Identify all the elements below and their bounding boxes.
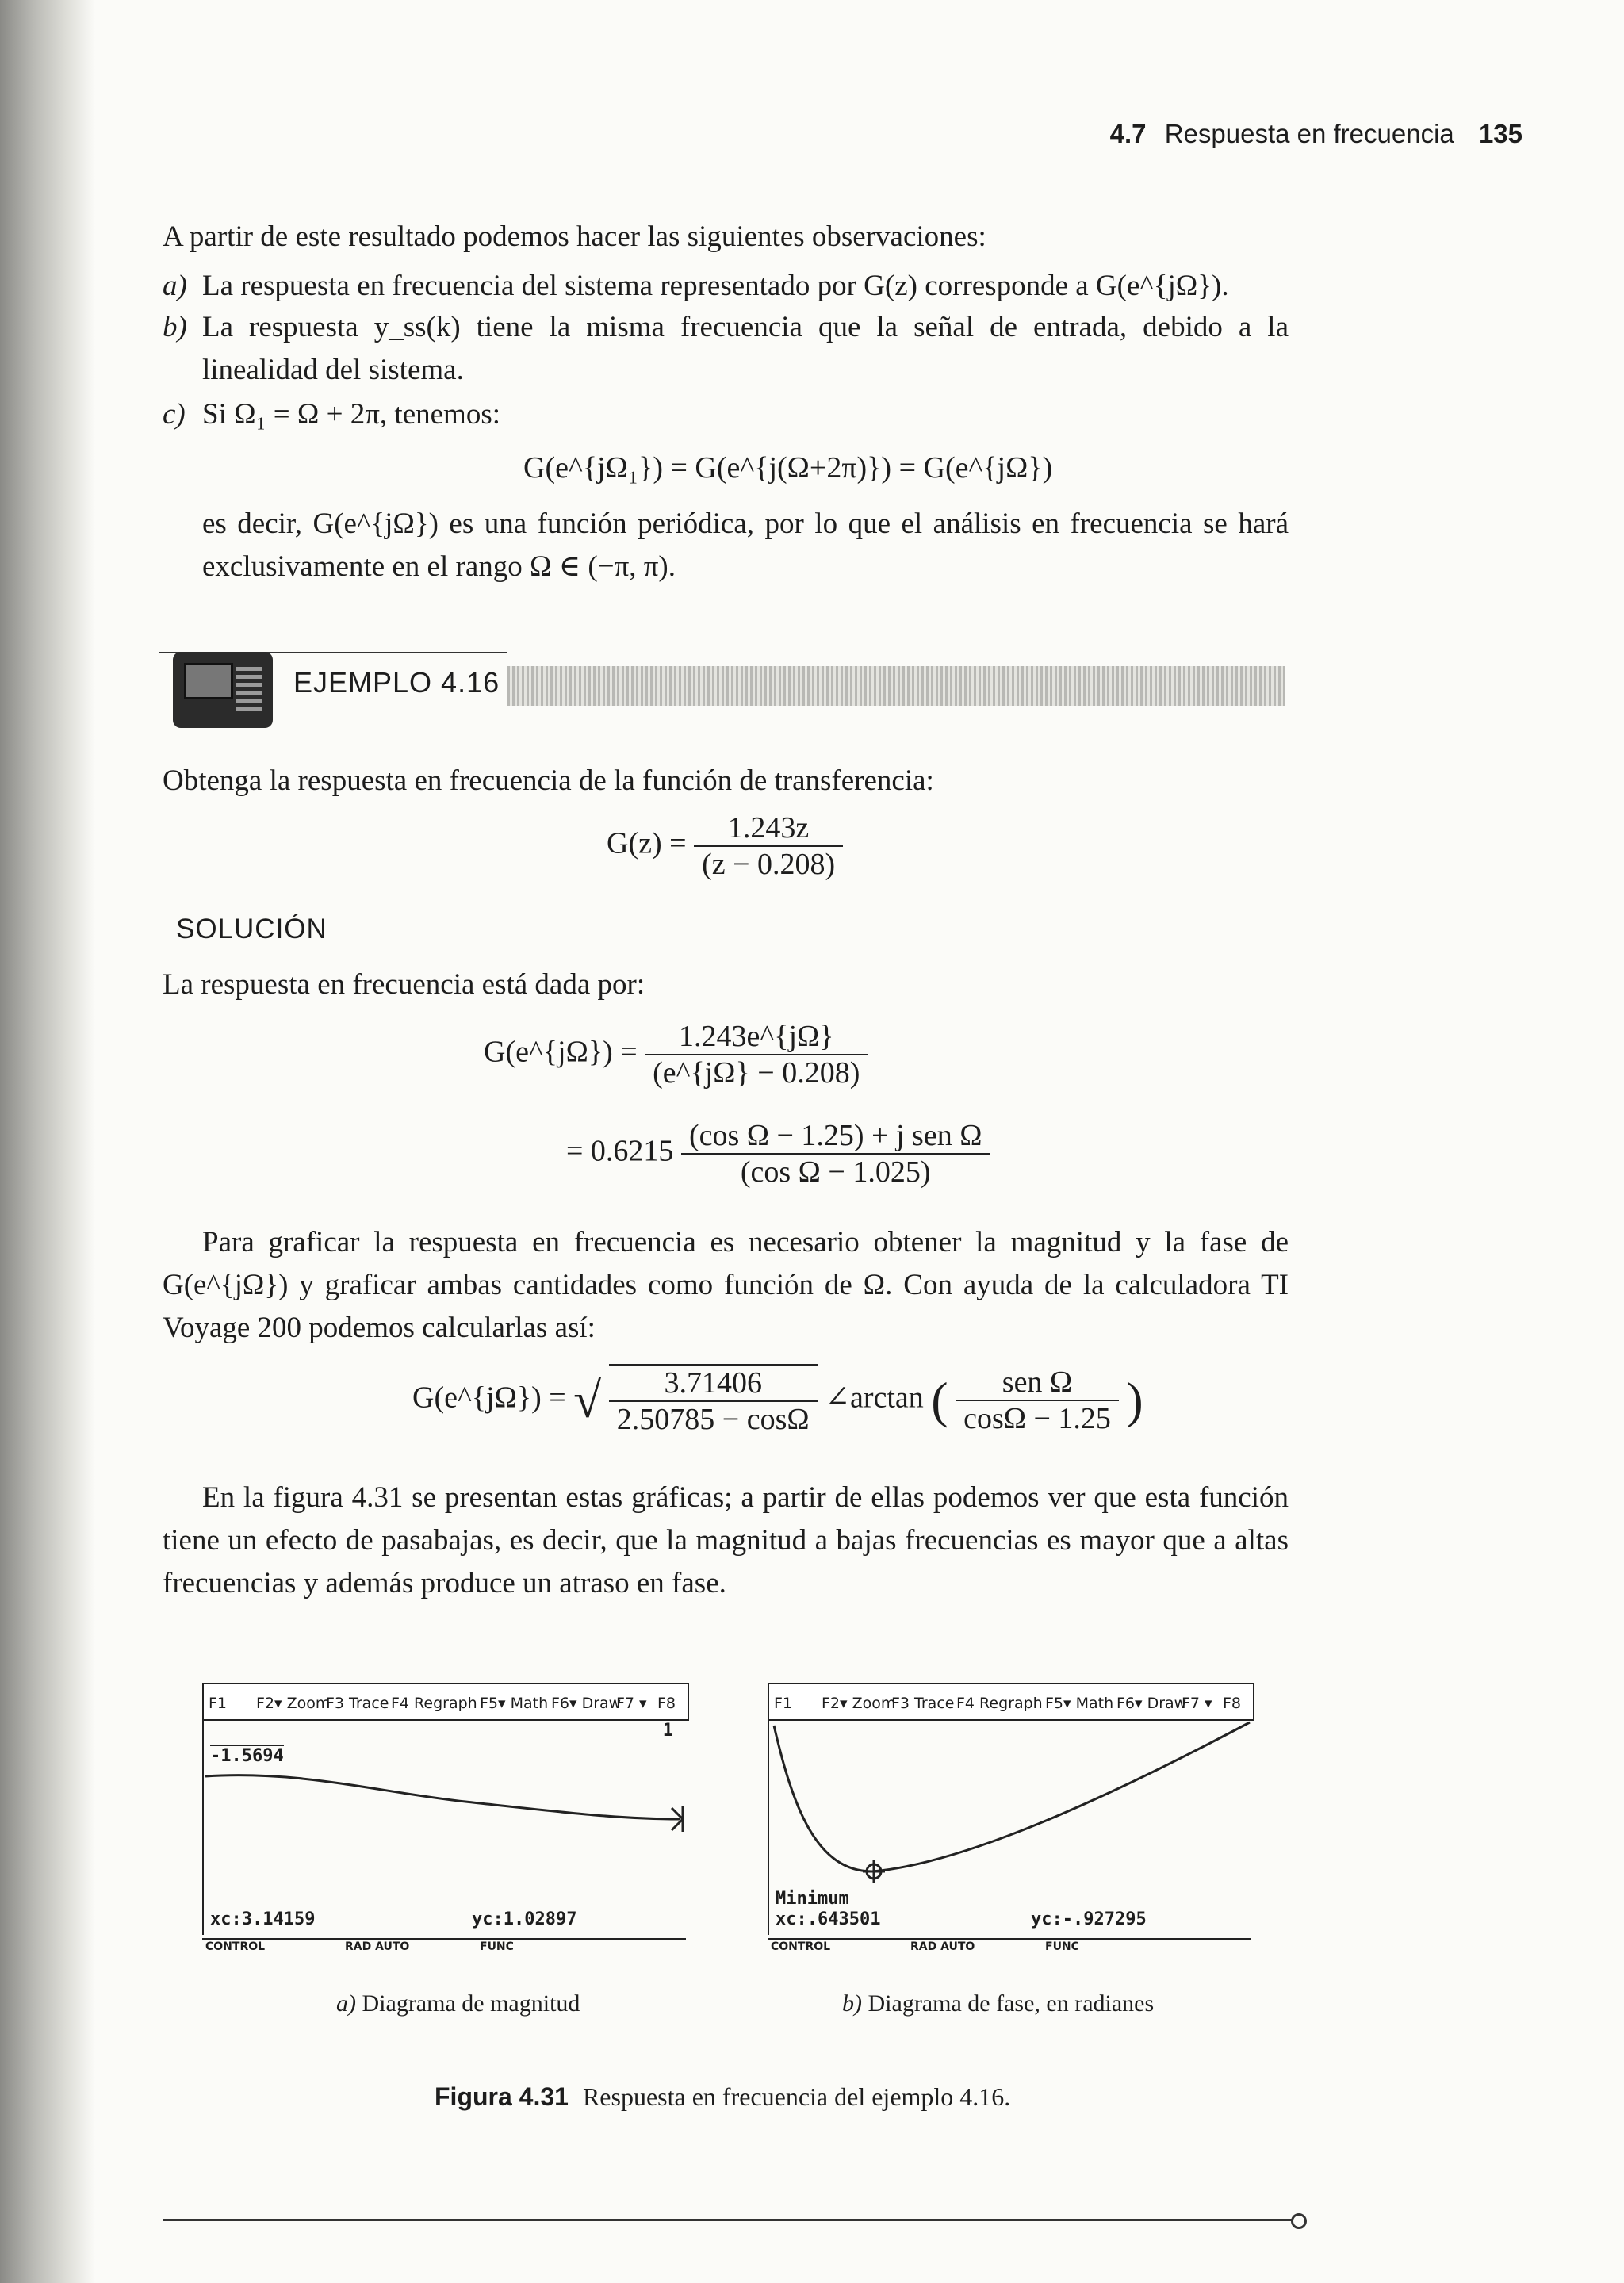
periodicity-equation: G(e^{jΩ₁}) = G(e^{j(Ω+2π)}) = G(e^{jΩ}) (523, 451, 1053, 485)
calculator-icon (173, 652, 273, 728)
arctan-denominator: cosΩ − 1.25 (963, 1402, 1111, 1435)
periodic-lhs: G(e^{jΩ₁}) (523, 451, 663, 485)
example-banner-hatch (508, 666, 1285, 706)
conclusion-paragraph: En la figura 4.31 se presentan estas gráficas; a partir de ellas podemos ver que esta función tiene un efecto de pasabajas, es decir, que la magnitud a bajas frecuencias es mayor que a altas frecuencias y además produce un atraso en fase. (163, 1481, 1289, 1599)
menu-zoom: F2▾ Zoom (822, 1695, 896, 1712)
observation-a-text: La respuesta en frecuencia del sistema representado por G(z) corresponde a G(e^{jΩ}). (202, 270, 1229, 302)
transfer-denominator: (z − 0.208) (702, 848, 836, 881)
calculator-screen-phase (768, 1683, 1251, 1960)
plot-b-message: Minimum (776, 1889, 849, 1909)
status-mode: CONTROL (205, 1940, 266, 1953)
menu-trace: F3 Trace (326, 1695, 389, 1712)
section-title: Respuesta en frecuencia (1164, 119, 1454, 148)
bottom-rule-end-circle (1291, 2213, 1307, 2229)
calculator-menu-bar (202, 1683, 689, 1721)
section-number: 4.7 (1109, 119, 1147, 148)
menu-draw: F6▾ Draw (1116, 1695, 1187, 1712)
menu-f1: F1 (209, 1695, 228, 1712)
status-angle: RAD AUTO (910, 1940, 975, 1953)
subcaption-a (336, 1990, 580, 2017)
arctan-numerator: sen Ω (956, 1365, 1119, 1401)
status-graph: FUNC (480, 1940, 514, 1953)
subcaption-a-text: Diagrama de magnitud (362, 1990, 580, 2017)
example-label: EJEMPLO 4.16 (293, 666, 500, 699)
freq-numerator-1: 1.243e^{jΩ} (645, 1019, 868, 1055)
sqrt-fraction (609, 1364, 818, 1437)
menu-regraph: F4 Regraph (391, 1695, 477, 1712)
plot-b-yc: yc:-.927295 (1031, 1910, 1147, 1929)
freq-fraction-2 (681, 1118, 990, 1189)
plot-a-xc: xc:3.14159 (210, 1910, 316, 1929)
transfer-lhs: G(z) = (607, 826, 687, 860)
solution-label: SOLUCIÓN (176, 914, 327, 944)
freq-denominator-1: (e^{jΩ} − 0.208) (653, 1056, 860, 1090)
calculator-status-bar (768, 1938, 1251, 1959)
freq-lhs: G(e^{jΩ}) = (484, 1035, 638, 1069)
calculator-menu-bar (768, 1683, 1254, 1721)
frequency-response-eq-2 (566, 1118, 990, 1189)
intro-paragraph: A partir de este resultado podemos hacer las siguientes observaciones: (163, 220, 986, 253)
bottom-rule (163, 2219, 1293, 2221)
freq-denominator-2: (cos Ω − 1.025) (740, 1155, 931, 1189)
menu-math: F5▾ Math (480, 1695, 549, 1712)
subcaption-a-label: a) (336, 1990, 356, 2017)
sqrt-denominator: 2.50785 − cosΩ (616, 1403, 810, 1436)
menu-draw: F6▾ Draw (551, 1695, 622, 1712)
observation-b-label: b) (163, 311, 187, 343)
menu-math: F5▾ Math (1045, 1695, 1114, 1712)
subcaption-b-text: Diagrama de fase, en radianes (868, 1990, 1155, 2017)
mag-lhs: G(e^{jΩ}) = (412, 1381, 566, 1415)
figure-label: Figura 4.31 (435, 2082, 569, 2111)
freq-fraction-1 (645, 1019, 868, 1090)
magnitude-curve (204, 1721, 688, 1935)
menu-trace: F3 Trace (891, 1695, 955, 1712)
menu-f7: F7 ▾ (616, 1695, 647, 1712)
menu-regraph: F4 Regraph (956, 1695, 1043, 1712)
observation-a-label: a) (163, 270, 187, 302)
observation-c-text: Si Ω₁ = Ω + 2π, tenemos: (202, 398, 500, 431)
menu-f1: F1 (774, 1695, 793, 1712)
plot-b-xc: xc:.643501 (776, 1910, 881, 1929)
subcaption-b (842, 1990, 1154, 2017)
graph-paragraph: Para graficar la respuesta en frecuencia es necesario obtener la magnitud y la fase de G(e^{jΩ}) y graficar ambas cantidades como función de Ω. Con ayuda de la calculadora TI Voyage 200 podemos calcularlas así: (163, 1226, 1289, 1344)
observation-c-label: c) (163, 398, 186, 431)
solution-text: La respuesta en frecuencia está dada por: (163, 968, 645, 1001)
calculator-screen-magnitude (202, 1683, 686, 1960)
periodic-mid: G(e^{j(Ω+2π)}) (695, 451, 892, 485)
menu-f8: F8 (657, 1695, 676, 1712)
observation-b (163, 306, 1289, 392)
magnitude-plot-area (202, 1721, 688, 1935)
status-mode: CONTROL (771, 1940, 831, 1953)
plot-a-yc: yc:1.02897 (472, 1910, 577, 1929)
plot-a-top-value: -1.5694 (210, 1746, 284, 1766)
figure-caption-text: Respuesta en frecuencia del ejemplo 4.16. (582, 2082, 1011, 2111)
page-number: 135 (1478, 119, 1522, 148)
freq-coef: = 0.6215 (566, 1134, 674, 1168)
observation-c (163, 393, 1289, 436)
magnitude-phase-eq: G(e^{jΩ}) = √ $\frac{3.71406}{2.50785 - \cos\Omega}$ ∠arctan ( $\frac{\text{sen Ω}}{\cos\Omega - 1.25}$ ) (412, 1366, 1143, 1436)
observation-a (163, 265, 1289, 308)
frequency-response-eq (484, 1019, 868, 1090)
transfer-numerator: 1.243z (694, 810, 843, 847)
observation-b-text: La respuesta y_ss(k) tiene la misma frecuencia que la señal de entrada, debido a la linealidad del sistema. (202, 311, 1289, 386)
arctan-label: ∠arctan (825, 1381, 924, 1415)
sqrt-numerator: 3.71406 (609, 1366, 818, 1402)
periodic-rhs: G(e^{jΩ}) (923, 451, 1053, 485)
observation-c-continuation: es decir, G(e^{jΩ}) es una función periódica, por lo que el análisis en frecuencia se hará exclusivamente en el rango Ω ∈ (−π, π). (202, 508, 1289, 583)
phase-plot-area (768, 1721, 1253, 1935)
figure-caption (435, 2082, 1010, 2112)
arctan-fraction (956, 1365, 1119, 1436)
menu-f8: F8 (1223, 1695, 1242, 1712)
calculator-status-bar (202, 1938, 686, 1959)
problem-statement: Obtenga la respuesta en frecuencia de la función de transferencia: (163, 764, 934, 797)
book-spine-shadow (0, 0, 95, 2283)
status-angle: RAD AUTO (345, 1940, 410, 1953)
plot-a-corner-value: 1 (662, 1721, 673, 1741)
freq-numerator-2: (cos Ω − 1.25) + j sen Ω (681, 1118, 990, 1155)
subcaption-b-label: b) (842, 1990, 862, 2017)
menu-zoom: F2▾ Zoom (256, 1695, 331, 1712)
menu-f7: F7 ▾ (1182, 1695, 1212, 1712)
status-graph: FUNC (1045, 1940, 1079, 1953)
transfer-function (607, 810, 843, 882)
transfer-fraction (694, 810, 843, 882)
running-header (1110, 119, 1522, 149)
